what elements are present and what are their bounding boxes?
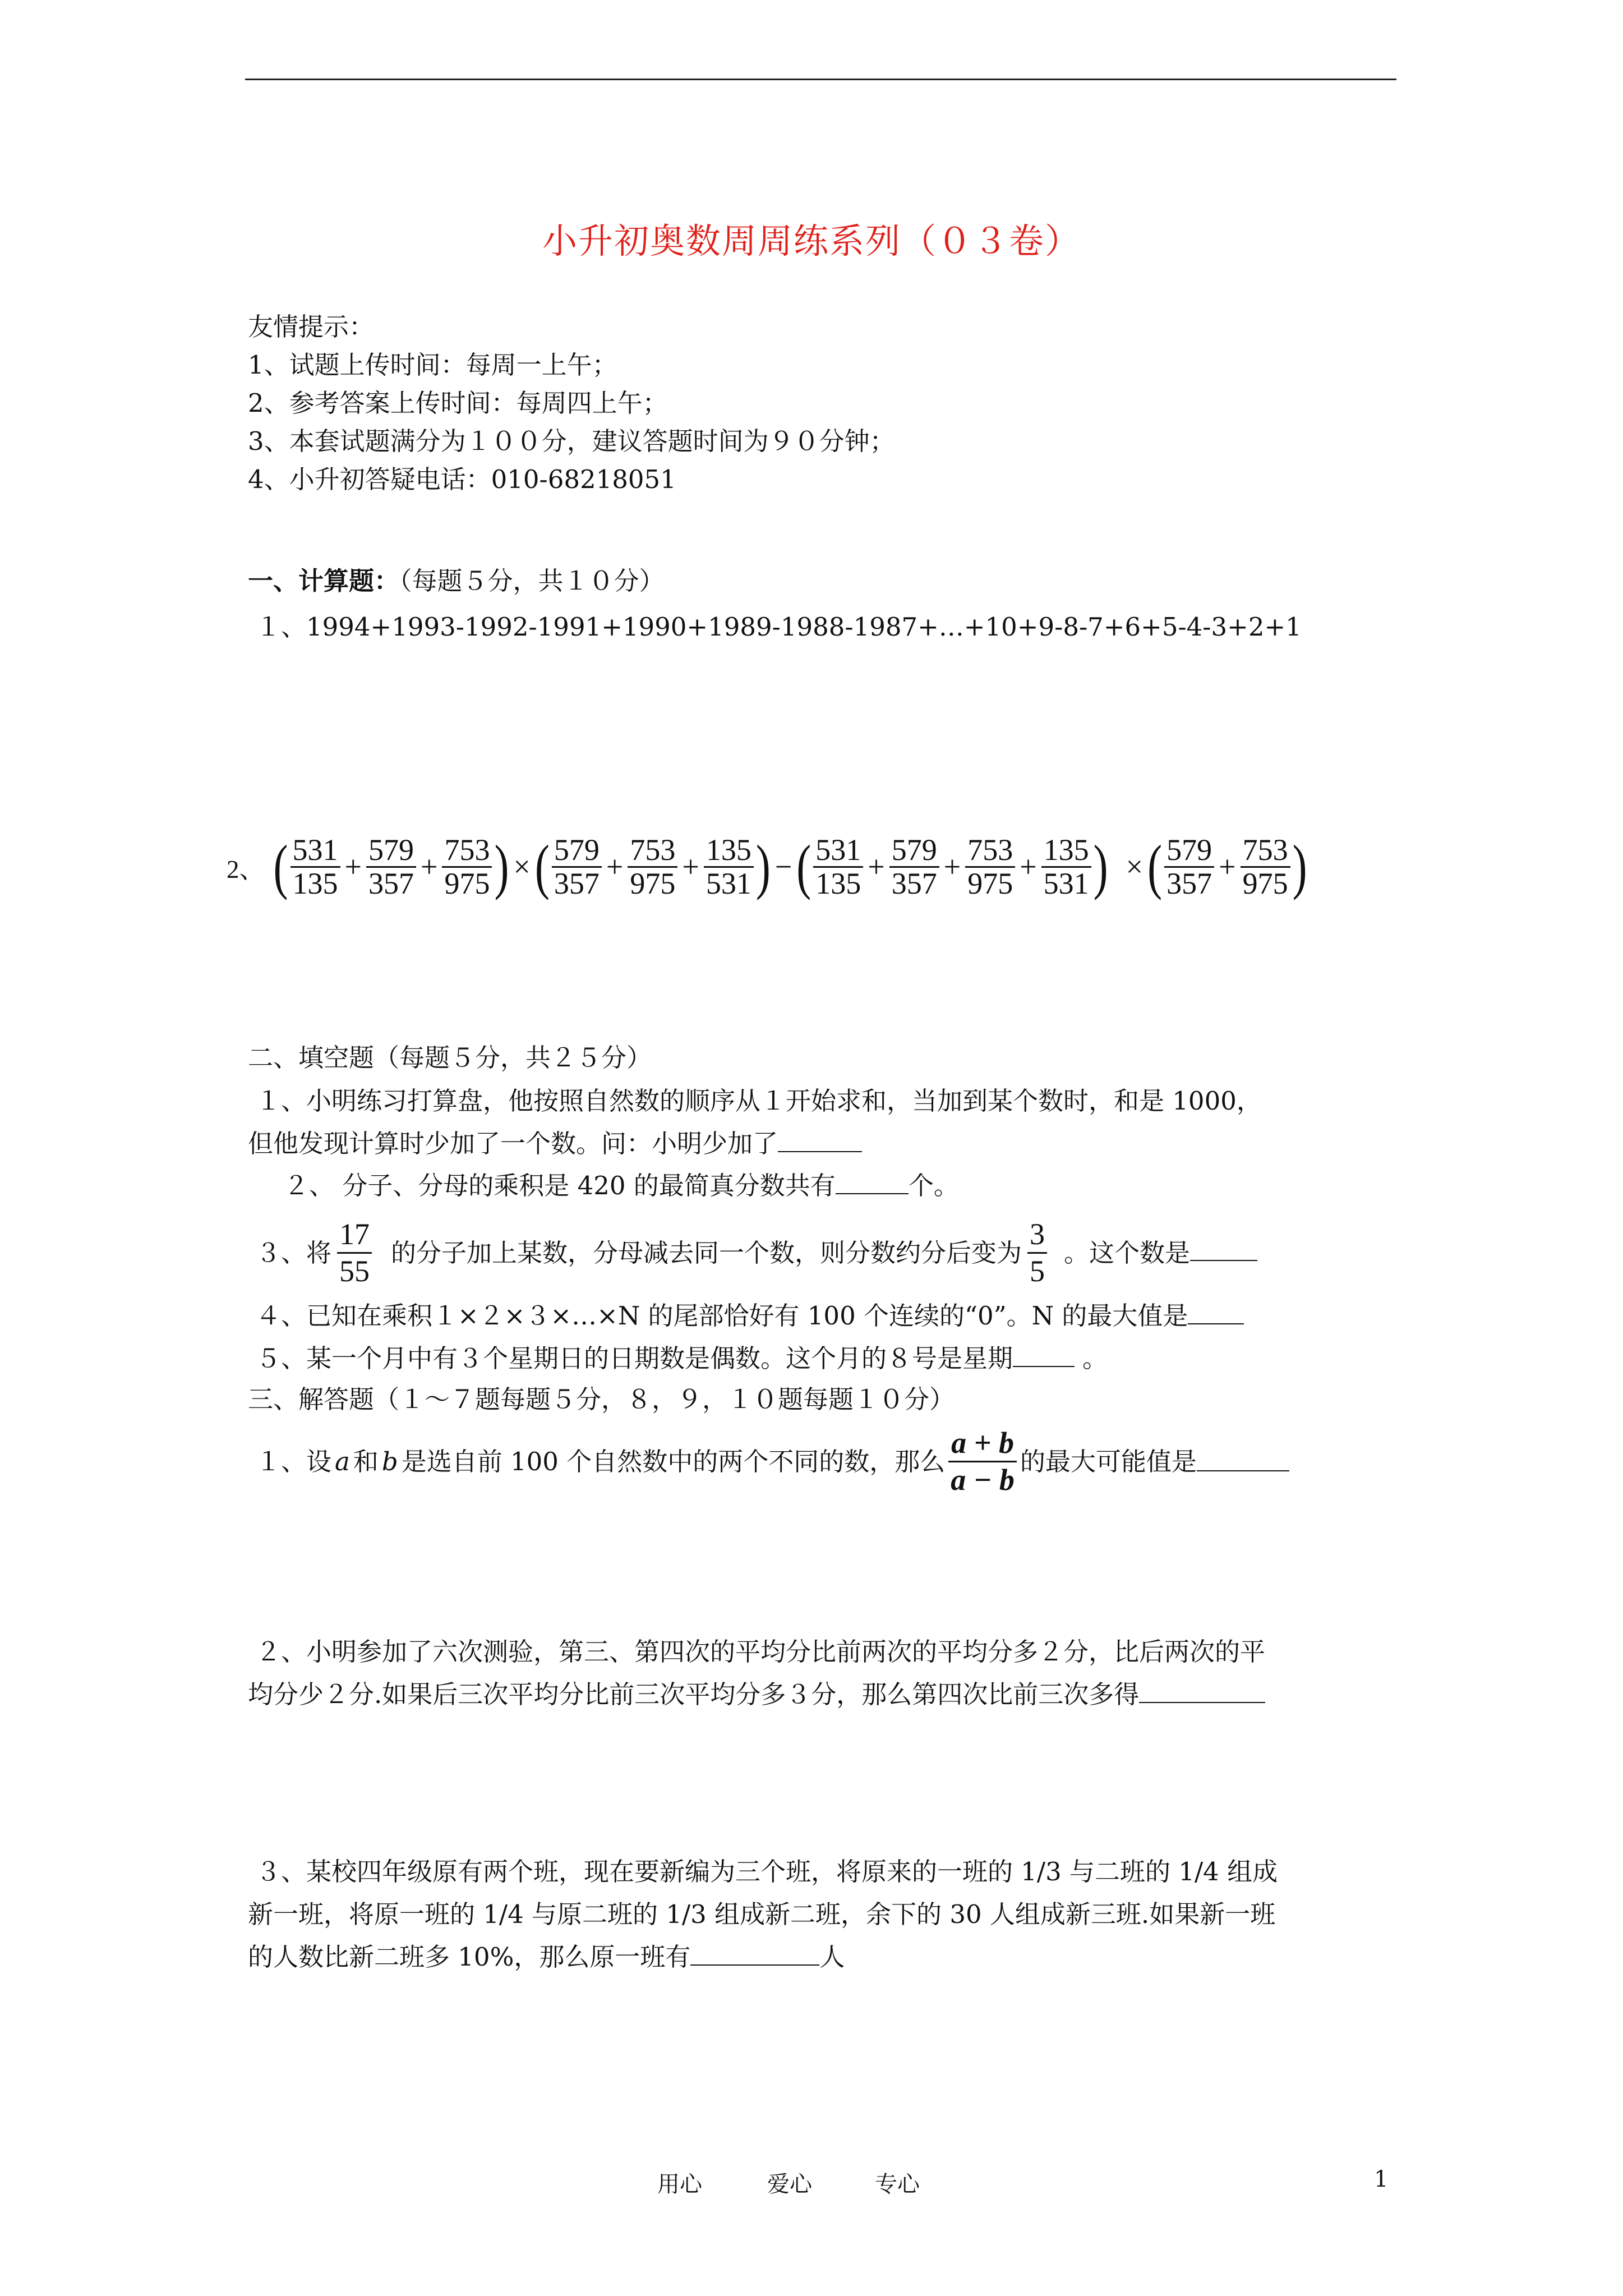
s2-q4-blank bbox=[1188, 1321, 1244, 1324]
fraction bbox=[442, 834, 492, 899]
tip-item-2: 2、参考答案上传时间：每周四上午； bbox=[248, 388, 668, 418]
fraction-denominator: 357 bbox=[366, 866, 416, 900]
s2-q4-text: ４、已知在乘积１×２×３×…×N 的尾部恰好有 100 个连续的“0”。N 的最大值是 bbox=[256, 1301, 1188, 1331]
s3-q3-line1: ３、某校四年级原有两个班，现在要新编为三个班，将原来的一班的 1/3 与二班的 1/4 组成 bbox=[256, 1857, 1278, 1887]
open-paren: ( bbox=[796, 832, 811, 901]
s3-q1-mid: 是选自前 100 个自然数中的两个不同的数，那么 bbox=[401, 1446, 946, 1476]
fraction-denominator: 55 bbox=[337, 1252, 372, 1289]
s3-q3-blank bbox=[690, 1962, 819, 1966]
plus-sign: + bbox=[344, 850, 362, 884]
footer-word-1: 用心 bbox=[657, 2171, 702, 2197]
fraction-denominator: 357 bbox=[552, 866, 602, 900]
fraction-denominator: 357 bbox=[889, 866, 939, 900]
s3-q1-and: 和 bbox=[353, 1446, 379, 1476]
tip-item-3: 3、本套试题满分为１００分，建议答题时间为９０分钟； bbox=[248, 426, 895, 456]
s3-q2-text: 均分少２分.如果后三次平均分比前三次平均分多３分，那么第四次比前三次多得 bbox=[248, 1680, 1140, 1709]
section1-heading-line bbox=[248, 566, 665, 596]
tips-heading: 友情提示： bbox=[248, 312, 375, 342]
fraction-numerator: 531 bbox=[292, 832, 338, 867]
s3-q3-tail: 人 bbox=[819, 1942, 845, 1972]
fraction bbox=[628, 834, 677, 899]
s2-q5-blank bbox=[1013, 1364, 1075, 1367]
close-paren: ) bbox=[1292, 832, 1307, 901]
section3-heading: 三、解答题（１～７题每题５分，８，９，１０题每题１０分） bbox=[248, 1384, 955, 1414]
plus-sign: + bbox=[682, 850, 699, 884]
s2-q3-post: 。这个数是 bbox=[1064, 1237, 1191, 1268]
fraction bbox=[889, 834, 939, 899]
fraction bbox=[291, 834, 340, 899]
fraction-numerator: 579 bbox=[891, 832, 937, 867]
s2-q4 bbox=[256, 1301, 1244, 1331]
fraction-numerator: 579 bbox=[368, 832, 414, 867]
section1-heading: 一、计算题： bbox=[248, 566, 400, 596]
s2-q3-mid: 的分子加上某数，分母减去同一个数，则分数约分后变为 bbox=[391, 1237, 1022, 1268]
s3-q1-fraction bbox=[948, 1425, 1017, 1497]
s2-q1-line2 bbox=[248, 1131, 862, 1156]
fraction-denominator: 357 bbox=[1164, 866, 1214, 900]
s2-q2-tail: 个。 bbox=[908, 1171, 959, 1200]
fraction-denominator: 531 bbox=[1041, 866, 1091, 900]
fraction-denominator: a − b bbox=[948, 1461, 1017, 1497]
s1-q1: １、1994+1993-1992-1991+1990+1989-1988-1987+…+10+9-8-7+6+5-4-3+2+1 bbox=[256, 612, 1302, 642]
open-paren: ( bbox=[273, 832, 288, 901]
fraction-denominator: 135 bbox=[813, 866, 863, 900]
fraction-denominator: 975 bbox=[442, 866, 492, 900]
fraction bbox=[1241, 834, 1290, 899]
s1-q2-number: 2、 bbox=[227, 855, 265, 884]
s2-q5-tail: 。 bbox=[1082, 1343, 1108, 1373]
s2-q2-blank bbox=[836, 1191, 909, 1194]
footer-word-3: 专心 bbox=[875, 2171, 920, 2197]
section1-note: （每题５分，共１０分） bbox=[399, 566, 665, 596]
s3-q3-text: 的人数比新二班多 10%，那么原一班有 bbox=[248, 1942, 691, 1972]
fraction-denominator: 975 bbox=[1241, 866, 1290, 900]
close-paren: ) bbox=[755, 832, 771, 901]
fraction bbox=[704, 834, 754, 899]
plus-sign: + bbox=[420, 850, 438, 884]
fraction-numerator: 753 bbox=[1242, 832, 1288, 867]
s3-q2-line1: ２、小明参加了六次测验，第三、第四次的平均分比前两次的平均分多２分，比后两次的平 bbox=[256, 1637, 1266, 1667]
fraction bbox=[1041, 834, 1091, 899]
fraction bbox=[1164, 834, 1214, 899]
fraction-numerator: 135 bbox=[706, 832, 751, 867]
fraction bbox=[552, 834, 602, 899]
plus-sign: + bbox=[868, 850, 885, 884]
fraction-numerator: 579 bbox=[554, 832, 600, 867]
s3-q1-pre: １、设 bbox=[256, 1446, 332, 1476]
page-number: 1 bbox=[1374, 2166, 1389, 2192]
plus-sign: + bbox=[1219, 850, 1236, 884]
fraction-numerator: 753 bbox=[967, 832, 1013, 867]
times-sign: × bbox=[513, 850, 531, 884]
fraction-numerator: 531 bbox=[815, 832, 861, 867]
s2-q3-fraction-3-5 bbox=[1027, 1217, 1047, 1288]
s2-q1-line1: １、小明练习打算盘，他按照自然数的顺序从１开始求和，当加到某个数时，和是 1000， bbox=[256, 1086, 1262, 1116]
s2-q3 bbox=[256, 1216, 1257, 1289]
tip-item-4: 4、小升初答疑电话：010-68218051 bbox=[248, 464, 676, 494]
s1-q2-expression bbox=[227, 816, 1399, 917]
fraction-numerator: 579 bbox=[1166, 832, 1212, 867]
s2-q5 bbox=[256, 1343, 1108, 1373]
s3-q2-blank bbox=[1139, 1700, 1265, 1703]
close-paren: ) bbox=[1093, 832, 1108, 901]
times-sign: × bbox=[1126, 850, 1144, 884]
plus-sign: + bbox=[943, 850, 961, 884]
fraction-denominator: 135 bbox=[291, 866, 340, 900]
fraction-denominator: 531 bbox=[704, 866, 754, 900]
fraction-numerator: 3 bbox=[1030, 1217, 1045, 1251]
s2-q3-fraction-17-55 bbox=[337, 1217, 372, 1288]
s2-q5-text: ５、某一个月中有３个星期日的日期数是偶数。这个月的８号是星期 bbox=[256, 1343, 1013, 1373]
s2-q3-blank bbox=[1190, 1258, 1257, 1261]
s3-q1 bbox=[256, 1425, 1289, 1498]
fraction-numerator: 753 bbox=[444, 832, 490, 867]
header-rule bbox=[245, 79, 1396, 80]
fraction bbox=[965, 834, 1015, 899]
fraction-denominator: 975 bbox=[628, 866, 677, 900]
close-paren: ) bbox=[494, 832, 509, 901]
fraction bbox=[813, 834, 863, 899]
tip-item-1: 1、试题上传时间：每周一上午； bbox=[248, 350, 617, 380]
s3-q1-post: 的最大可能值是 bbox=[1020, 1446, 1197, 1476]
s2-q2-text: ２、 分子、分母的乘积是 420 的最简真分数共有 bbox=[284, 1171, 836, 1200]
s2-q2 bbox=[284, 1173, 959, 1198]
page-title: 小升初奥数周周练系列（０３卷） bbox=[542, 220, 1081, 261]
fraction-numerator: 17 bbox=[339, 1217, 370, 1251]
fraction-denominator: 5 bbox=[1027, 1252, 1047, 1289]
s2-q3-pre: ３、将 bbox=[256, 1237, 332, 1268]
s3-q3-line3 bbox=[248, 1944, 845, 1970]
var-a: a bbox=[335, 1446, 350, 1476]
fraction-denominator: 975 bbox=[965, 866, 1015, 900]
fraction bbox=[366, 834, 416, 899]
section2-heading: 二、填空题（每题５分，共２５分） bbox=[248, 1043, 652, 1073]
s3-q1-blank bbox=[1197, 1468, 1289, 1471]
plus-sign: + bbox=[1020, 850, 1037, 884]
fraction-numerator: a + b bbox=[951, 1426, 1014, 1460]
footer-word-2: 爱心 bbox=[767, 2171, 812, 2197]
minus-sign: − bbox=[774, 850, 792, 884]
fraction-numerator: 753 bbox=[630, 832, 676, 867]
var-b: b bbox=[381, 1446, 398, 1476]
s2-q1-text: 但他发现计算时少加了一个数。问：小明少加了 bbox=[248, 1129, 778, 1158]
open-paren: ( bbox=[534, 832, 550, 901]
plus-sign: + bbox=[606, 850, 624, 884]
s3-q3-line2: 新一班，将原一班的 1/4 与原二班的 1/3 组成新二班，余下的 30 人组成新三班.如果新一班 bbox=[248, 1899, 1276, 1929]
fraction-numerator: 135 bbox=[1043, 832, 1089, 867]
open-paren: ( bbox=[1147, 832, 1163, 901]
s3-q2-line2 bbox=[248, 1682, 1265, 1707]
s2-q1-blank bbox=[778, 1149, 862, 1152]
